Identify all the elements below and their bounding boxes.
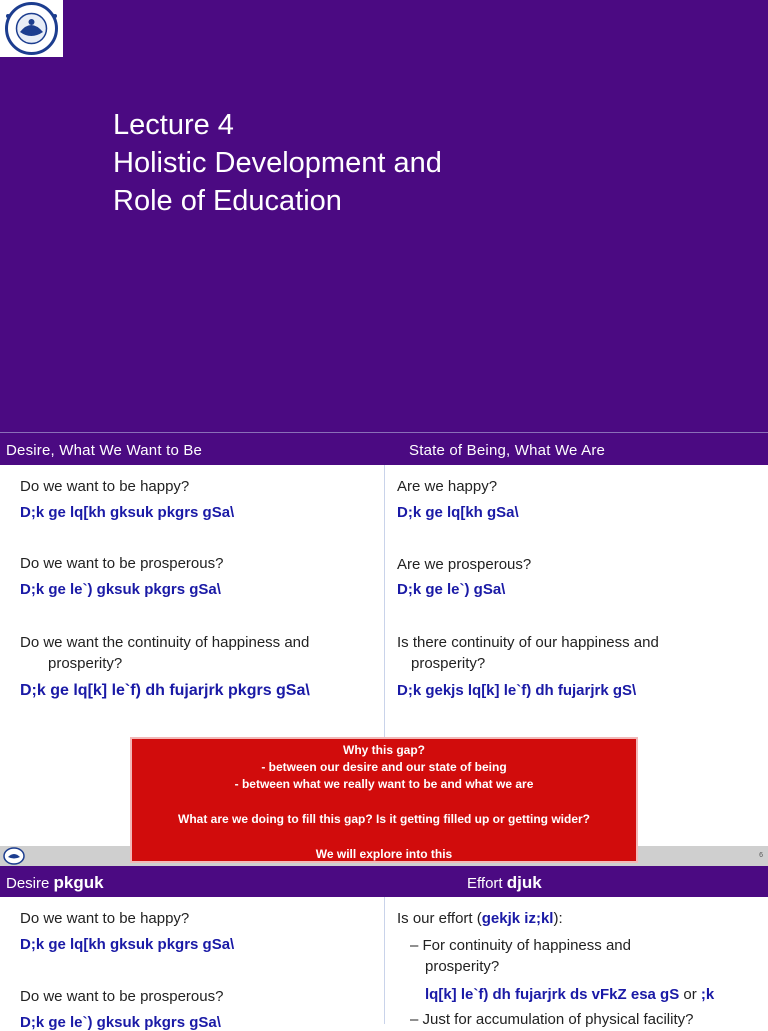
callout-line-4: What are we doing to fill this gap? Is it getting filled up or getting wider? [178,812,590,826]
callout-line-2: - between our desire and our state of being [261,760,507,774]
uhv-emblem-icon [0,0,63,57]
left-hindi-1: D;k ge lq[kh gksuk pkgrs gSa\ [20,504,235,521]
left-question-3b: prosperity? [48,655,123,672]
header-state: State of Being, What We Are [409,442,606,459]
callout-line-3: - between what we really want to be and what we are [234,777,534,791]
right-hindi-2: D;k ge le`) gSa\ [397,581,506,598]
right-question-1: Is our effort (gekjk iz;kl): [397,910,563,927]
footer-emblem-icon [2,847,26,865]
right-question-2: Are we prosperous? [397,556,532,573]
gap-callout-box [130,737,638,863]
left-question-3a: Do we want the continuity of happiness and [20,634,310,651]
right-question-1: Are we happy? [397,478,498,495]
title-line-3: Role of Education [113,185,342,217]
right-detail-2: – Just for accumulation of physical facility? [410,1011,694,1028]
header-effort: Effort djuk [467,873,542,892]
left-question-1: Do we want to be happy? [20,478,190,495]
page-number: 6 [759,852,763,859]
title-slide [0,0,768,432]
header-desire: Desire, What We Want to Be [6,442,203,459]
left-hindi-2: D;k ge le`) gksuk pkgrs gSa\ [20,581,221,598]
header-desire: Desire pkguk [6,873,104,892]
slide-header [0,866,768,897]
callout-line-5: We will explore into this [315,847,453,861]
desire-vs-state-slide [0,432,768,866]
left-hindi-3: D;k ge lq[k] le`f) dh fujarjrk pkgrs gSa\ [20,682,310,699]
right-hindi-3: D;k gekjs lq[k] le`f) dh fujarjrk gS\ [397,682,637,699]
slide-header [0,432,768,465]
right-detail-1b: prosperity? [425,958,500,975]
left-hindi-2: D;k ge le`) gksuk pkgrs gSa\ [20,1014,221,1031]
lecture-title [113,106,442,220]
right-detail-1a: – For continuity of happiness and [410,937,631,954]
left-question-1: Do we want to be happy? [20,910,190,927]
footer-logo [2,847,26,865]
column-divider [384,897,385,1024]
title-line-1: Lecture 4 [113,109,234,141]
right-hindi-1: lq[k] le`f) dh fujarjrk ds vFkZ esa gS or ;k [425,986,715,1003]
left-question-2: Do we want to be prosperous? [20,988,224,1005]
uhv-logo [0,0,63,57]
right-question-3a: Is there continuity of our happiness and [397,634,659,651]
title-line-2: Holistic Development and [113,147,442,179]
left-hindi-1: D;k ge lq[kh gksuk pkgrs gSa\ [20,936,235,953]
right-hindi-1: D;k ge lq[kh gSa\ [397,504,519,521]
left-question-2: Do we want to be prosperous? [20,555,224,572]
desire-vs-effort-slide [0,866,768,1031]
right-question-3b: prosperity? [411,655,486,672]
callout-line-1: Why this gap? [343,743,425,757]
